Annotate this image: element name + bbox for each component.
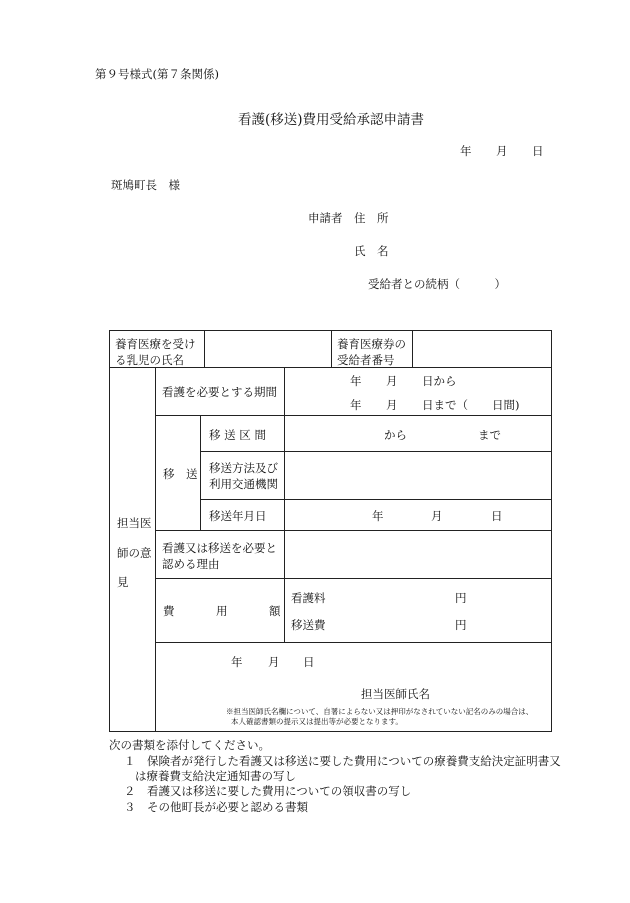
applicant-label: 申請者 <box>308 211 343 225</box>
transport-date-year: 年 <box>372 509 384 523</box>
sign-date-month: 月 <box>268 655 280 669</box>
attachment-item-3: ３ その他町長が必要と認める書類 <box>124 800 308 814</box>
attachments-intro: 次の書類を添付してください。 <box>109 738 270 752</box>
transport-label: 移 送 <box>163 467 198 481</box>
doctor-opinion-label: 担当医 <box>117 516 152 530</box>
cost-label-2: 用 <box>216 604 228 618</box>
period-from-day: 日から <box>422 374 457 388</box>
cost-label-1: 費 <box>163 604 175 618</box>
form-number: 第９号様式(第７条関係) <box>95 67 219 81</box>
period-to-day: 日まで（ <box>422 398 468 412</box>
recipient-number-label-2: 受給者番号 <box>337 353 395 367</box>
infant-name-label: 養育医療を受け <box>115 337 196 351</box>
attachment-item-2: ２ 看護又は移送に要した費用についての領収書の写し <box>124 784 412 798</box>
transport-from: から <box>384 428 407 442</box>
nursing-fee-label: 看護料 <box>291 591 326 605</box>
transport-date-day: 日 <box>491 509 503 523</box>
page-title: 看護(移送)費用受給承認申請書 <box>238 112 425 128</box>
recipient-number-label: 養育医療券の <box>337 337 406 351</box>
name-label: 氏 名 <box>354 244 389 258</box>
transport-fee-label: 移送費 <box>291 618 326 632</box>
relation-label: 受給者との続柄（ ） <box>368 277 506 291</box>
transport-to: まで <box>478 428 501 442</box>
nursing-period-label: 看護を必要とする期間 <box>162 385 277 399</box>
nursing-fee-yen: 円 <box>455 591 467 605</box>
address-label: 住 所 <box>354 211 389 225</box>
transport-method-label-2: 利用交通機関 <box>209 477 278 491</box>
period-from-year: 年 <box>350 374 362 388</box>
addressee: 斑鳩町長 様 <box>111 178 180 192</box>
doctor-name-note: ※担当医師氏名欄について、自署によらない又は押印がなされていない記名のみの場合は、 <box>226 707 534 716</box>
period-from-month: 月 <box>386 374 398 388</box>
doctor-opinion-label-2: 師の意 <box>117 546 152 560</box>
sign-date-day: 日 <box>303 655 315 669</box>
sign-date-year: 年 <box>231 655 243 669</box>
reason-label: 看護又は移送を必要と <box>162 541 277 555</box>
period-to-year: 年 <box>350 398 362 412</box>
period-to-month: 月 <box>386 398 398 412</box>
reason-label-2: 認める理由 <box>162 557 220 571</box>
transport-fee-yen: 円 <box>455 618 467 632</box>
transport-date-label: 移送年月日 <box>209 509 267 523</box>
doctor-name-label: 担当医師氏名 <box>361 687 430 701</box>
doctor-name-note-2: 本人確認書類の提示又は提出等が必要となります。 <box>231 717 403 726</box>
infant-name-label-2: る乳児の氏名 <box>115 353 184 367</box>
transport-method-label: 移送方法及び <box>209 461 278 475</box>
doctor-opinion-label-3: 見 <box>117 575 129 589</box>
transport-date-month: 月 <box>431 509 443 523</box>
transport-section-label: 移 送 区 間 <box>209 428 266 442</box>
cost-label-3: 額 <box>269 604 281 618</box>
date-month: 月 <box>496 144 508 158</box>
attachment-item-1-cont: は療養費支給決定通知書の写し <box>135 769 296 783</box>
attachment-item-1: １ 保険者が発行した看護又は移送に要した費用についての療養費支給決定証明書又 <box>124 754 561 768</box>
date-year: 年 <box>460 144 472 158</box>
period-days: 日間) <box>492 398 520 412</box>
date-day: 日 <box>532 144 544 158</box>
